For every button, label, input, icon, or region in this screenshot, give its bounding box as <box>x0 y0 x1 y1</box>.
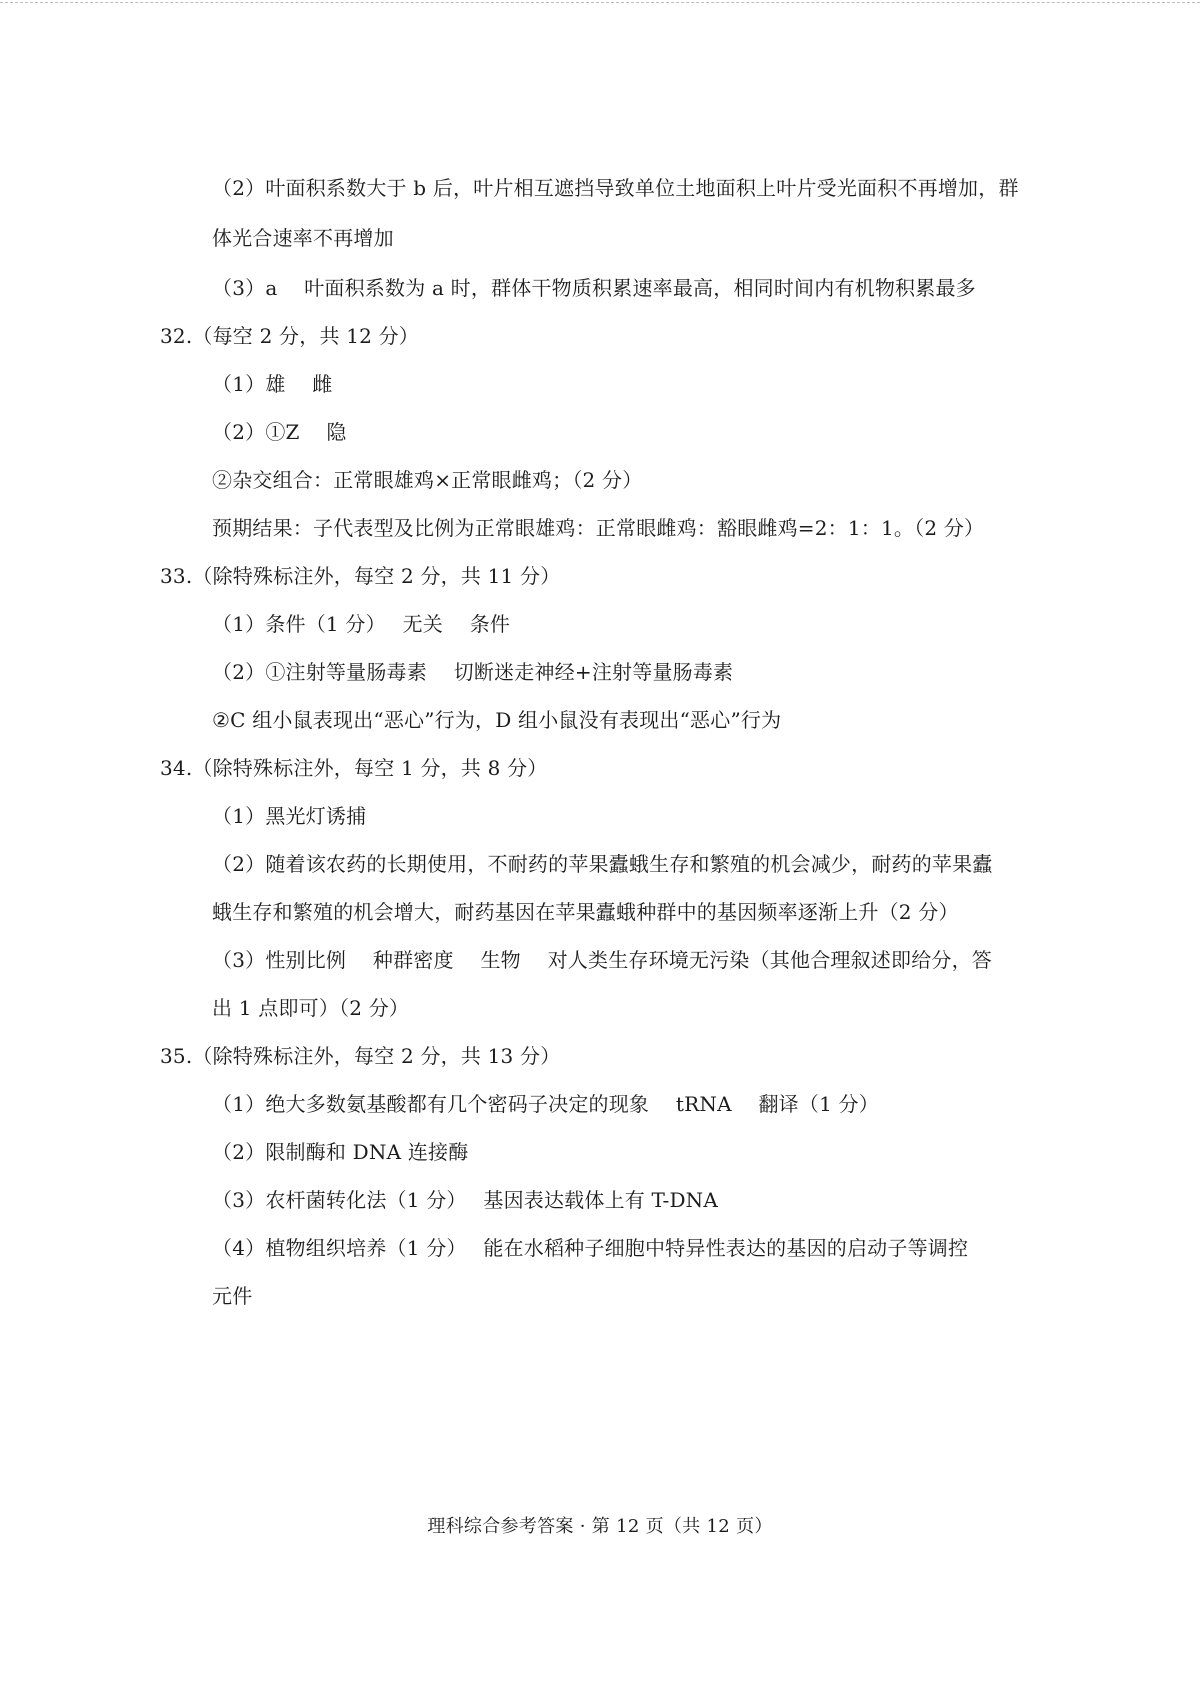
answer-35-1: （1）绝大多数氨基酸都有几个密码子决定的现象 tRNA 翻译（1 分） <box>212 1092 879 1116</box>
page-footer <box>0 1514 1200 1540</box>
answer-35-4-line-2: 元件 <box>212 1284 253 1308</box>
answer-34-3-line-1: （3）性别比例 种群密度 生物 对人类生存环境无污染（其他合理叙述即给分，答 <box>212 948 992 972</box>
question-33-heading: 33.（除特殊标注外，每空 2 分，共 11 分） <box>160 564 561 588</box>
answer-34-2-line-2: 蛾生存和繁殖的机会增大，耐药基因在苹果蠹蛾种群中的基因频率逐渐上升（2 分） <box>212 900 959 924</box>
answer-32-1: （1）雄 雌 <box>212 372 333 396</box>
answer-32-2: （2）①Z 隐 <box>212 420 347 444</box>
question-35-heading: 35.（除特殊标注外，每空 2 分，共 13 分） <box>160 1044 561 1068</box>
answer-34-1: （1）黑光灯诱捕 <box>212 804 367 828</box>
answer-35-3: （3）农杆菌转化法（1 分） 基因表达载体上有 T-DNA <box>212 1188 719 1212</box>
question-34-heading: 34.（除特殊标注外，每空 1 分，共 8 分） <box>160 756 548 780</box>
answer-33-2: （2）①注射等量肠毒素 切断迷走神经+注射等量肠毒素 <box>212 660 734 684</box>
answer-34-2-line-1: （2）随着该农药的长期使用，不耐药的苹果蠹蛾生存和繁殖的机会减少，耐药的苹果蠹 <box>212 852 993 876</box>
answer-31-2-line-1: （2）叶面积系数大于 b 后，叶片相互遮挡导致单位土地面积上叶片受光面积不再增加，群 <box>212 176 1019 200</box>
footer-page-info: 理科综合参考答案 · 第 12 页（共 12 页） <box>427 1516 773 1537</box>
answer-31-3: （3）a 叶面积系数为 a 时，群体干物质积累速率最高，相同时间内有机物积累最多 <box>212 276 976 300</box>
answer-32-2-result: 预期结果：子代表型及比例为正常眼雄鸡：正常眼雌鸡：豁眼雌鸡=2：1：1。（2 分） <box>212 516 985 540</box>
answer-31-2-line-2: 体光合速率不再增加 <box>212 226 394 250</box>
answer-35-4-line-1: （4）植物组织培养（1 分） 能在水稻种子细胞中特异性表达的基因的启动子等调控 <box>212 1236 969 1260</box>
answer-34-3-line-2: 出 1 点即可）（2 分） <box>212 996 410 1020</box>
answer-33-1: （1）条件（1 分） 无关 条件 <box>212 612 511 636</box>
answer-35-2: （2）限制酶和 DNA 连接酶 <box>212 1140 469 1164</box>
question-32-heading: 32.（每空 2 分，共 12 分） <box>160 324 420 348</box>
answer-32-2-cross: ②杂交组合：正常眼雄鸡×正常眼雌鸡；（2 分） <box>212 468 643 492</box>
answer-33-2-result: ②C 组小鼠表现出“恶心”行为，D 组小鼠没有表现出“恶心”行为 <box>212 708 782 732</box>
